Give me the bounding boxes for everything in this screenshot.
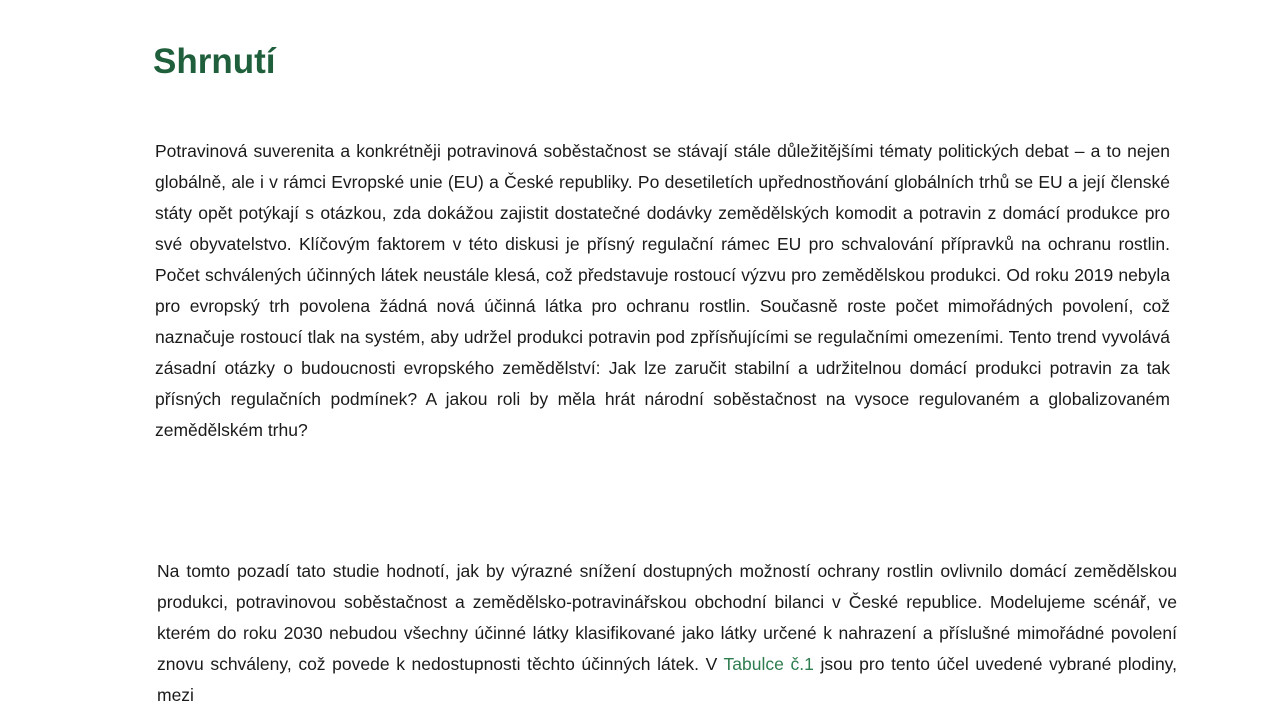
table-1-reference-link[interactable]: Tabulce č.1	[723, 654, 814, 674]
section-heading: Shrnutí	[153, 42, 276, 81]
paragraph-2-text-end: jsou pro tento účel uvedené vybrané plodiny, mezi	[157, 654, 1177, 705]
paragraph-2-text-start: Na tomto pozadí tato studie hodnotí, jak by výrazné snížení dostupných možností ochrany rostlin ovlivnilo domácí zemědělskou produkci, potravinovou soběstačnost a zemědělsko-potravinářskou obchodní bilanci v České republice. Modelujeme scénář, ve kterém do roku 2030 nebudou všechny účinné látky klasifikované jako látky určené k nahrazení a příslušné mimořádné povolení znovu schváleny, což povede k nedostupnosti těchto účinných látek. V	[157, 561, 1177, 674]
summary-paragraph-2	[157, 556, 1177, 711]
summary-paragraph-1: Potravinová suverenita a konkrétněji potravinová soběstačnost se stávají stále důležitějšími tématy politických debat – a to nejen globálně, ale i v rámci Evropské unie (EU) a České republiky. Po desetiletích upřednostňování globálních trhů se EU a její členské státy opět potýkají s otázkou, zda dokážou zajistit dostatečné dodávky zemědělských komodit a potravin z domácí produkce pro své obyvatelstvo. Klíčovým faktorem v této diskusi je přísný regulační rámec EU pro schvalování přípravků na ochranu rostlin. Počet schválených účinných látek neustále klesá, což představuje rostoucí výzvu pro zemědělskou produkci. Od roku 2019 nebyla pro evropský trh povolena žádná nová účinná látka pro ochranu rostlin. Současně roste počet mimořádných povolení, což naznačuje rostoucí tlak na systém, aby udržel produkci potravin pod zpřísňujícími se regulačními omezeními. Tento trend vyvolává zásadní otázky o budoucnosti evropského zemědělství: Jak lze zaručit stabilní a udržitelnou domácí produkci potravin za tak přísných regulačních podmínek? A jakou roli by měla hrát národní soběstačnost na vysoce regulovaném a globalizovaném zemědělském trhu?	[155, 141, 1170, 440]
